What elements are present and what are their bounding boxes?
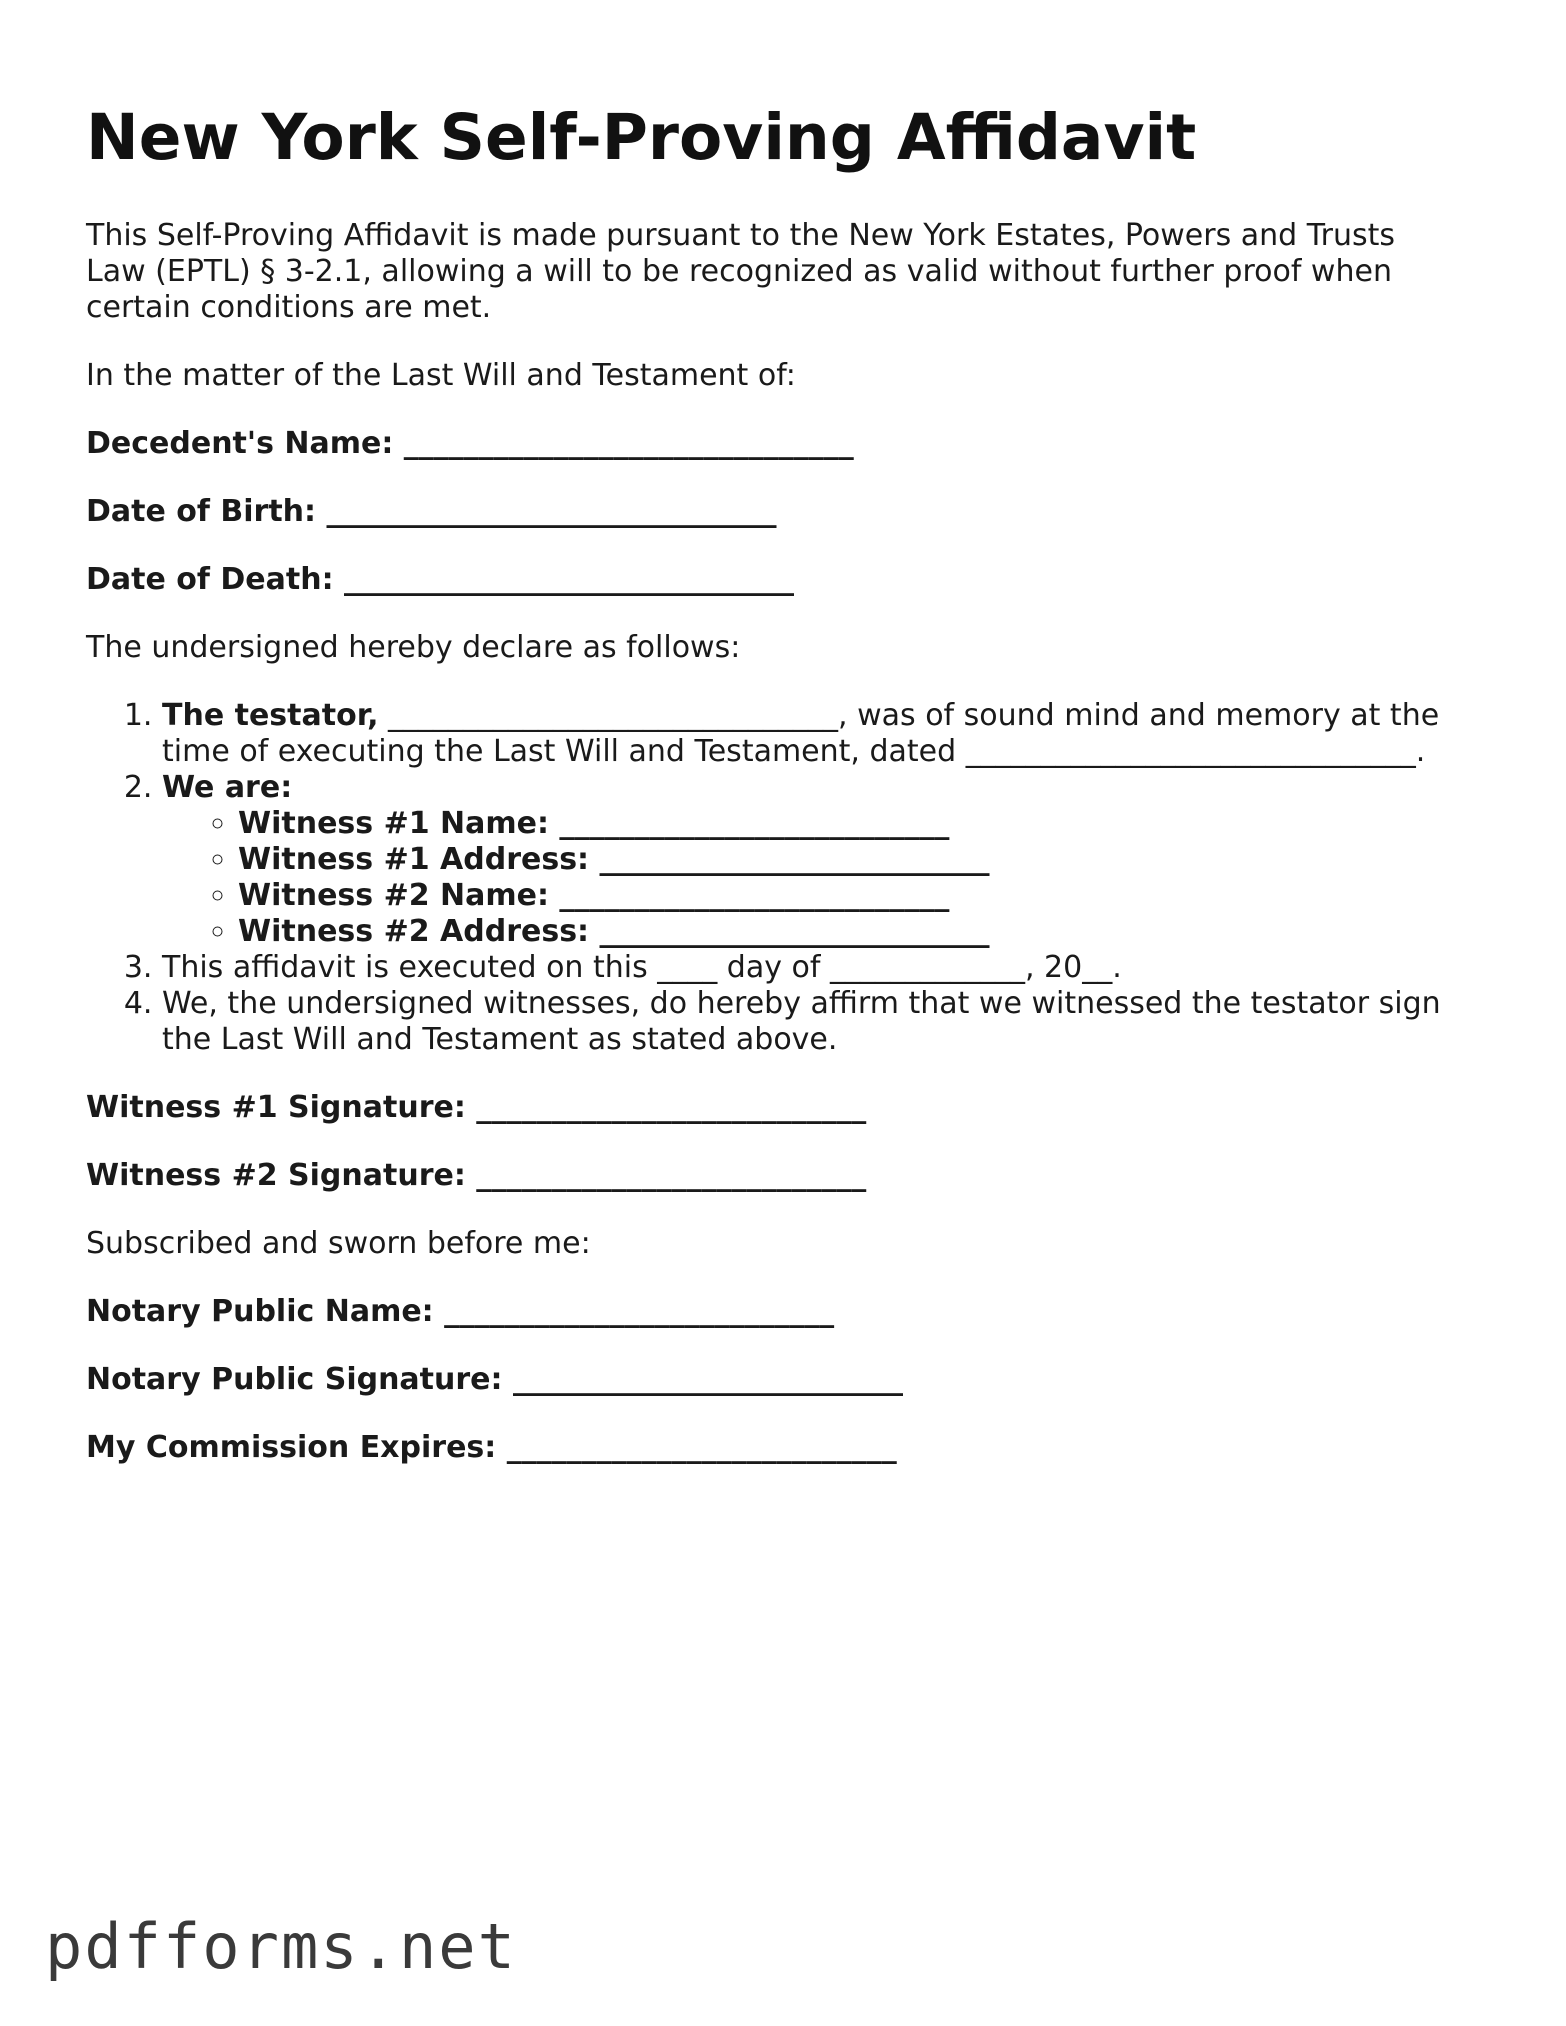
declare-line: The undersigned hereby declare as follows: — [86, 629, 741, 665]
witness-2-name-field[interactable]: ◦ Witness #2 Name: __________________________ — [238, 878, 1486, 914]
witness-sublist — [162, 806, 1486, 950]
witness-2-signature-field[interactable] — [86, 1158, 1486, 1194]
date-of-death-label: Date of Death: — [86, 561, 334, 597]
declaration-list — [86, 698, 1486, 1058]
matter-line: In the matter of the Last Will and Testament of: — [86, 357, 796, 393]
decedent-name-field[interactable] — [86, 426, 1486, 462]
witness-1-address-field[interactable]: ◦ Witness #1 Address: __________________________ — [238, 842, 1486, 878]
date-of-death-field[interactable] — [86, 562, 1486, 598]
list-item-testator — [162, 698, 1486, 770]
notary-signature-blank[interactable]: __________________________ — [512, 1361, 903, 1397]
witness-1-name-field[interactable]: ◦ Witness #1 Name: __________________________ — [238, 806, 1486, 842]
date-of-birth-blank[interactable]: ______________________________ — [326, 493, 777, 529]
intro-paragraph: This Self-Proving Affidavit is made pursuant to the New York Estates, Powers and Trusts Law (EPTL) § 3-2.1, allowing a will to be recognized as valid without further proof when certain conditions are met. — [86, 217, 1396, 325]
commission-expires-field[interactable] — [86, 1430, 1486, 1466]
testator-end: . — [1415, 733, 1426, 769]
notary-signature-label: Notary Public Signature: — [86, 1361, 503, 1397]
date-of-birth-field[interactable] — [86, 494, 1486, 530]
watermark: pdfforms.net — [45, 1910, 517, 1983]
witness-2-signature-blank[interactable]: __________________________ — [476, 1157, 867, 1193]
witness-2-signature-label: Witness #2 Signature: — [86, 1157, 466, 1193]
decedent-name-blank[interactable]: ______________________________ — [403, 425, 854, 461]
page-title: New York Self-Proving Affidavit — [86, 101, 1197, 174]
commission-expires-label: My Commission Expires: — [86, 1429, 497, 1465]
list-item-affirmation: 4. We, the undersigned witnesses, do hereby affirm that we witnessed the testator sign the Last Will and Testament as stated above. — [162, 986, 1486, 1058]
witness-2-address-field[interactable]: ◦ Witness #2 Address: __________________________ — [238, 914, 1486, 950]
witness-1-signature-field[interactable] — [86, 1090, 1486, 1126]
testator-label: The testator, — [162, 697, 379, 733]
notary-signature-field[interactable] — [86, 1362, 1486, 1398]
testator-text: , was of sound mind and memory at the time of executing the Last Will and Testament, dated — [162, 697, 1440, 769]
decedent-name-label: Decedent's Name: — [86, 425, 394, 461]
list-item-witnesses — [162, 770, 1486, 950]
witness-1-signature-label: Witness #1 Signature: — [86, 1089, 466, 1125]
document-page — [86, 100, 1486, 1498]
we-are-label: We are: — [162, 769, 293, 805]
testator-name-blank[interactable]: ______________________________ — [388, 697, 839, 733]
will-date-blank[interactable]: ______________________________ — [965, 733, 1416, 769]
notary-name-blank[interactable]: __________________________ — [444, 1293, 835, 1329]
date-of-death-blank[interactable]: ______________________________ — [344, 561, 795, 597]
sworn-line: Subscribed and sworn before me: — [86, 1225, 591, 1261]
commission-expires-blank[interactable]: __________________________ — [506, 1429, 897, 1465]
date-of-birth-label: Date of Birth: — [86, 493, 317, 529]
list-item-executed-date[interactable]: 3. This affidavit is executed on this ____ day of _____________, 20__. — [162, 950, 1486, 986]
notary-name-field[interactable] — [86, 1294, 1486, 1330]
notary-name-label: Notary Public Name: — [86, 1293, 434, 1329]
witness-1-signature-blank[interactable]: __________________________ — [476, 1089, 867, 1125]
